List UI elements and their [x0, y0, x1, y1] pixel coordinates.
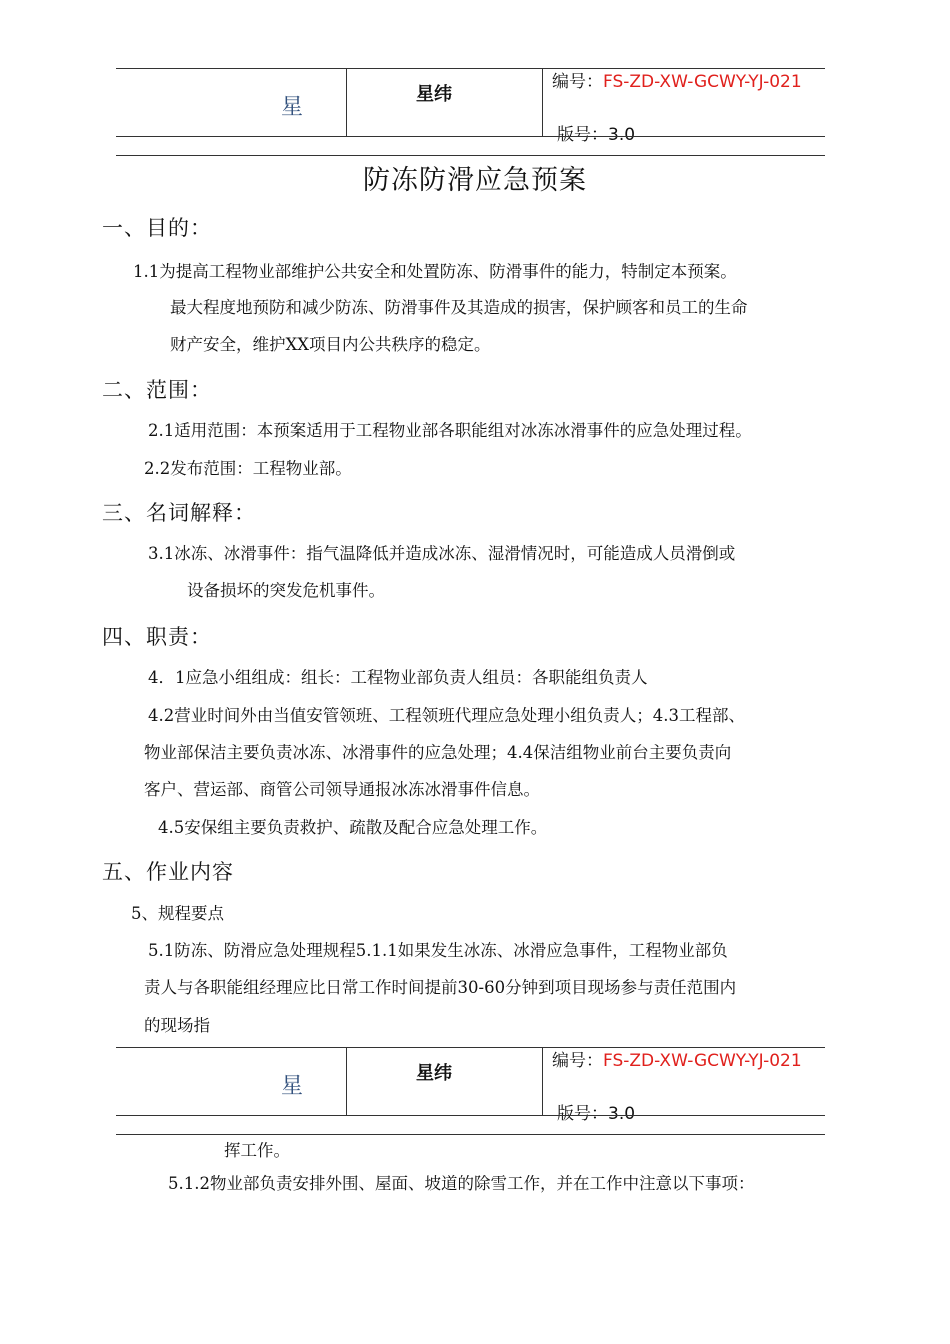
- header-top-rule: [116, 68, 825, 69]
- company-logo: 星: [281, 95, 304, 120]
- section-heading: 五、作业内容: [102, 860, 234, 884]
- paragraph-line: 1.1为提高工程物业部维护公共安全和处置防冻、防滑事件的能力，特制定本预案。: [133, 262, 737, 281]
- paragraph-line: 5.1防冻、防滑应急处理规程5.1.1如果发生冰冻、冰滑应急事件，工程物业部负: [148, 941, 728, 960]
- header-divider: [346, 68, 347, 136]
- section-heading: 三、名词解释：: [102, 501, 256, 525]
- header-divider: [542, 1047, 543, 1115]
- paragraph-line: 的现场指: [144, 1016, 210, 1035]
- document-code: [552, 1051, 812, 1072]
- paragraph-line: 4．1应急小组组成：组长：工程物业部负责人组员：各职能组负责人: [148, 668, 648, 687]
- section-heading: 一、目的：: [102, 216, 212, 240]
- paragraph-line: 财产安全，维护XX项目内公共秩序的稳定。: [170, 335, 491, 354]
- paragraph-line: 3.1冰冻、冰滑事件：指气温降低并造成冰冻、湿滑情况时，可能造成人员滑倒或: [148, 544, 736, 563]
- paragraph-line: 5、规程要点: [131, 904, 224, 923]
- paragraph-line: 责人与各职能组经理应比日常工作时间提前30-60分钟到项目现场参与责任范围内: [144, 978, 737, 997]
- paragraph-line: 4.2营业时间外由当值安管领班、工程领班代理应急处理小组负责人；4.3工程部、: [148, 706, 745, 725]
- paragraph-line: 设备损坏的突发危机事件。: [187, 581, 385, 600]
- header-divider: [542, 68, 543, 136]
- header-separator: [116, 155, 825, 156]
- section-heading: 二、范围：: [102, 378, 212, 402]
- section-heading: 四、职责：: [102, 625, 212, 649]
- header-separator: [116, 1134, 825, 1135]
- header-bottom-rule: [116, 1115, 825, 1116]
- company-name: 星纬: [416, 84, 452, 105]
- page-header: [116, 68, 825, 145]
- paragraph-line: 4.5安保组主要负责救护、疏散及配合应急处理工作。: [158, 818, 548, 837]
- header-divider: [346, 1047, 347, 1115]
- header-top-rule: [116, 1047, 825, 1048]
- paragraph-line: 2.2发布范围：工程物业部。: [144, 459, 352, 478]
- document-code: [552, 72, 812, 93]
- company-logo: 星: [281, 1074, 304, 1099]
- paragraph-line: 5.1.2物业部负责安排外围、屋面、坡道的除雪工作，并在工作中注意以下事项：: [168, 1174, 755, 1193]
- code-label: 编号：: [552, 1051, 603, 1071]
- paragraph-line: 最大程度地预防和减少防冻、防滑事件及其造成的损害，保护顾客和员工的生命: [170, 298, 748, 317]
- header-bottom-rule: [116, 136, 825, 137]
- code-value: FS-ZD-XW-GCWY-YJ-021: [603, 72, 802, 92]
- document-title: 防冻防滑应急预案: [363, 165, 587, 196]
- page-header: [116, 1047, 825, 1124]
- code-value: FS-ZD-XW-GCWY-YJ-021: [603, 1051, 802, 1071]
- paragraph-line: 2.1适用范围：本预案适用于工程物业部各职能组对冰冻冰滑事件的应急处理过程。: [148, 421, 752, 440]
- company-name: 星纬: [416, 1063, 452, 1084]
- code-label: 编号：: [552, 72, 603, 92]
- paragraph-line: 物业部保洁主要负责冰冻、冰滑事件的应急处理；4.4保洁组物业前台主要负责向: [144, 743, 732, 762]
- document-version: 版号：3.0: [557, 1104, 636, 1124]
- paragraph-line: 挥工作。: [224, 1141, 290, 1160]
- paragraph-line: 客户、营运部、商管公司领导通报冰冻冰滑事件信息。: [144, 780, 540, 799]
- document-version: 版号：3.0: [557, 125, 636, 145]
